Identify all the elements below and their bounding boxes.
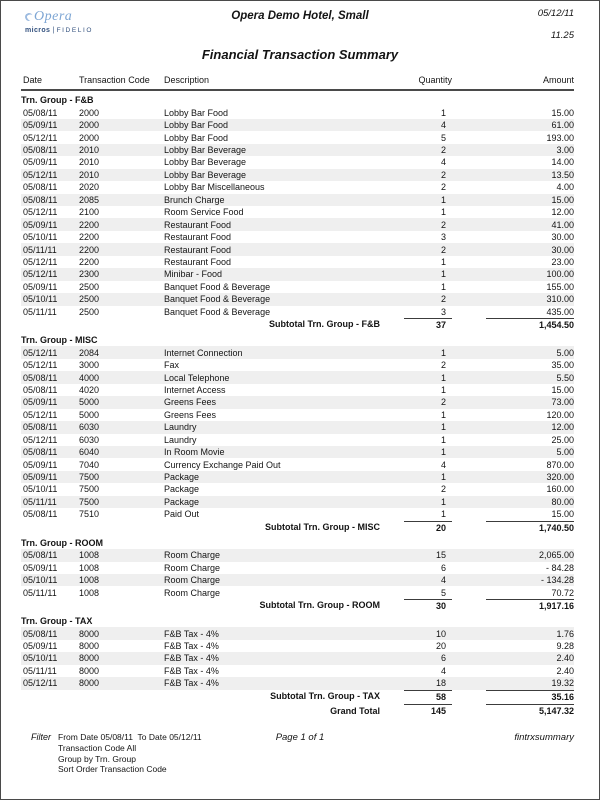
- filter-sort-order: Sort Order Transaction Code: [58, 764, 167, 775]
- fidelio-logo-text: FIDELIO: [56, 27, 94, 34]
- table-row: [21, 231, 574, 243]
- transaction-code-cell: 1008: [79, 587, 100, 598]
- report-date: 05/12/11: [537, 8, 574, 19]
- column-header-description: Description: [164, 75, 210, 85]
- quantity-cell: 2: [440, 169, 446, 180]
- quantity-cell: 6: [440, 653, 446, 664]
- opera-wordmark: [25, 10, 93, 24]
- amount-cell: 435.00: [546, 306, 574, 317]
- description-cell: Greens Fees: [164, 409, 217, 420]
- group-header: Trn. Group - TAX: [21, 616, 93, 627]
- description-cell: Banquet Food & Beverage: [164, 306, 271, 317]
- date-cell: 05/09/11: [23, 472, 58, 483]
- transaction-code-cell: 8000: [79, 678, 100, 689]
- date-cell: 05/11/11: [23, 244, 57, 255]
- date-cell: 05/08/11: [23, 509, 58, 520]
- quantity-cell: 18: [435, 678, 446, 689]
- amount-cell: 15.00: [551, 107, 574, 118]
- table-row: [21, 306, 574, 318]
- date-cell: 05/09/11: [23, 281, 58, 292]
- opera-logo: [25, 10, 93, 35]
- group-header: Trn. Group - F&B: [21, 95, 94, 106]
- table-row: [21, 508, 574, 520]
- filter-date-range: From Date 05/08/11 To Date 05/12/11: [58, 732, 202, 742]
- amount-cell: 23.00: [551, 256, 574, 267]
- subtotal-label: Subtotal Trn. Group - ROOM: [259, 600, 380, 611]
- filter-group-by: Group by Trn. Group: [58, 753, 136, 764]
- description-cell: Lobby Bar Food: [164, 120, 229, 131]
- description-cell: Lobby Bar Food: [164, 132, 229, 143]
- description-cell: Laundry: [164, 422, 197, 433]
- date-cell: 05/08/11: [23, 194, 58, 205]
- transaction-code-cell: 2200: [79, 232, 100, 243]
- transaction-code-cell: 8000: [79, 653, 100, 664]
- description-cell: Internet Access: [164, 384, 226, 395]
- table-row: [21, 156, 574, 168]
- date-cell: 05/08/11: [23, 422, 58, 433]
- description-cell: Paid Out: [164, 509, 200, 520]
- description-cell: Local Telephone: [164, 372, 230, 383]
- description-cell: Restaurant Food: [164, 232, 232, 243]
- quantity-cell: 1: [440, 509, 446, 520]
- date-cell: 05/10/11: [23, 653, 58, 664]
- transaction-code-cell: 2500: [79, 281, 100, 292]
- amount-cell: 30.00: [551, 244, 574, 255]
- transaction-code-cell: 2000: [79, 107, 100, 118]
- date-cell: 05/08/11: [23, 628, 58, 639]
- transaction-code-cell: 2100: [79, 207, 100, 218]
- transaction-code-cell: 2085: [79, 194, 100, 205]
- amount-cell: 19.32: [551, 678, 574, 689]
- column-header-amount: Amount: [542, 75, 574, 85]
- description-cell: Brunch Charge: [164, 194, 225, 205]
- amount-cell: 73.00: [551, 397, 574, 408]
- table-row: [21, 256, 574, 268]
- quantity-cell: 1: [440, 281, 446, 292]
- subtotal-quantity: 58: [404, 690, 452, 703]
- quantity-cell: 4: [440, 665, 446, 676]
- description-cell: Laundry: [164, 434, 197, 445]
- description-cell: Greens Fees: [164, 397, 217, 408]
- date-cell: 05/10/11: [23, 294, 58, 305]
- description-cell: Lobby Bar Miscellaneous: [164, 182, 265, 193]
- amount-cell: 5.00: [556, 347, 574, 358]
- amount-cell: 15.00: [551, 509, 574, 520]
- quantity-cell: 1: [440, 447, 446, 458]
- table-row: [21, 409, 574, 421]
- report-time: 11.25: [550, 30, 574, 41]
- quantity-cell: 6: [440, 562, 446, 573]
- transaction-code-cell: 2010: [79, 169, 100, 180]
- table-row: [21, 281, 574, 293]
- date-cell: 05/09/11: [23, 157, 58, 168]
- amount-cell: 80.00: [551, 496, 574, 507]
- quantity-cell: 15: [435, 550, 446, 561]
- transaction-code-cell: 2020: [79, 182, 100, 193]
- amount-cell: 5.00: [556, 447, 574, 458]
- quantity-cell: 1: [440, 107, 446, 118]
- amount-cell: 1.76: [556, 628, 574, 639]
- table-row: [21, 293, 574, 305]
- date-cell: 05/12/11: [23, 678, 58, 689]
- date-cell: 05/12/11: [23, 409, 58, 420]
- table-row: [21, 119, 574, 131]
- quantity-cell: 10: [435, 628, 446, 639]
- date-cell: 05/12/11: [23, 434, 58, 445]
- table-row: [21, 421, 574, 433]
- table-row: [21, 586, 574, 598]
- table-row: [21, 131, 574, 143]
- amount-cell: 2.40: [556, 665, 574, 676]
- report-code: fintrxsummary: [514, 732, 574, 743]
- quantity-cell: 1: [440, 256, 446, 267]
- quantity-cell: 2: [440, 145, 446, 156]
- description-cell: In Room Movie: [164, 447, 225, 458]
- amount-cell: 320.00: [546, 472, 574, 483]
- column-header-transaction-code: Transaction Code: [79, 75, 150, 85]
- quantity-cell: 2: [440, 484, 446, 495]
- amount-cell: - 134.28: [540, 575, 574, 586]
- table-row: [21, 346, 574, 358]
- date-cell: 05/08/11: [23, 550, 58, 561]
- description-cell: Room Service Food: [164, 207, 244, 218]
- date-cell: 05/10/11: [23, 484, 58, 495]
- hotel-name: Opera Demo Hotel, Small: [231, 10, 369, 22]
- table-row: [21, 471, 574, 483]
- table-row: [21, 384, 574, 396]
- description-cell: F&B Tax - 4%: [164, 640, 219, 651]
- transaction-code-cell: 2084: [79, 347, 100, 358]
- transaction-code-cell: 2200: [79, 219, 100, 230]
- table-row: [21, 218, 574, 230]
- quantity-cell: 1: [440, 434, 446, 445]
- quantity-cell: 2: [440, 360, 446, 371]
- subtotal-amount: 35.16: [486, 690, 574, 703]
- description-cell: Room Charge: [164, 587, 221, 598]
- subtotal-label: Subtotal Trn. Group - TAX: [270, 691, 380, 701]
- column-header-quantity: Quantity: [418, 75, 452, 85]
- quantity-cell: 2: [440, 219, 446, 230]
- group-header: Trn. Group - ROOM: [21, 537, 103, 548]
- page-number: Page 1 of 1: [275, 732, 325, 743]
- date-cell: 05/08/11: [23, 107, 58, 118]
- grand-total-label: Grand Total: [330, 705, 380, 716]
- date-cell: 05/09/11: [23, 219, 58, 230]
- grand-total-amount: 5,147.32: [486, 704, 574, 717]
- table-row: [21, 371, 574, 383]
- quantity-cell: 1: [440, 207, 446, 218]
- quantity-cell: 1: [440, 269, 446, 280]
- date-cell: 05/08/11: [23, 182, 58, 193]
- amount-cell: 870.00: [546, 459, 574, 470]
- table-row: [21, 574, 574, 586]
- date-cell: 05/09/11: [23, 640, 58, 651]
- table-row: [21, 206, 574, 218]
- transaction-code-cell: 7510: [79, 509, 100, 520]
- table-row: [21, 446, 574, 458]
- transaction-code-cell: 3000: [79, 360, 100, 371]
- quantity-cell: 2: [440, 182, 446, 193]
- transaction-code-cell: 1008: [79, 575, 100, 586]
- amount-cell: 25.00: [551, 434, 574, 445]
- table-row: [21, 144, 574, 156]
- table-row: [21, 268, 574, 280]
- transaction-code-cell: 6040: [79, 447, 100, 458]
- subtotal-row: [21, 318, 574, 331]
- description-cell: Package: [164, 472, 200, 483]
- quantity-cell: 2: [440, 397, 446, 408]
- amount-cell: 160.00: [546, 484, 574, 495]
- table-row: [21, 652, 574, 664]
- date-cell: 05/12/11: [23, 256, 58, 267]
- report-title: Financial Transaction Summary: [201, 47, 399, 62]
- date-cell: 05/12/11: [23, 269, 58, 280]
- amount-cell: 15.00: [551, 194, 574, 205]
- description-cell: Banquet Food & Beverage: [164, 281, 271, 292]
- amount-cell: 120.00: [546, 409, 574, 420]
- description-cell: Package: [164, 496, 200, 507]
- transaction-code-cell: 1008: [79, 562, 100, 573]
- quantity-cell: 1: [440, 194, 446, 205]
- column-header-date: Date: [23, 75, 43, 85]
- quantity-cell: 4: [440, 459, 446, 470]
- report-table: [1, 75, 599, 717]
- subtotal-row: [21, 690, 574, 703]
- quantity-cell: 1: [440, 409, 446, 420]
- description-cell: Room Charge: [164, 575, 221, 586]
- description-cell: F&B Tax - 4%: [164, 653, 219, 664]
- table-row: [21, 549, 574, 561]
- transaction-code-cell: 5000: [79, 409, 100, 420]
- quantity-cell: 3: [440, 306, 446, 317]
- amount-cell: 3.00: [556, 145, 574, 156]
- date-cell: 05/09/11: [23, 562, 58, 573]
- date-cell: 05/12/11: [23, 360, 58, 371]
- amount-cell: 4.00: [556, 182, 574, 193]
- amount-cell: 100.00: [546, 269, 574, 280]
- quantity-cell: 1: [440, 347, 446, 358]
- date-cell: 05/08/11: [23, 372, 58, 383]
- micros-fidelio-logo: [25, 27, 93, 35]
- quantity-cell: 1: [440, 372, 446, 383]
- amount-cell: 155.00: [546, 281, 574, 292]
- description-cell: Lobby Bar Beverage: [164, 169, 247, 180]
- opera-logo-text: Opera: [34, 9, 73, 24]
- table-row: [21, 243, 574, 255]
- transaction-code-cell: 7500: [79, 484, 100, 495]
- description-cell: Room Charge: [164, 550, 221, 561]
- quantity-cell: 20: [435, 640, 446, 651]
- group-header: Trn. Group - MISC: [21, 335, 98, 346]
- transaction-code-cell: 8000: [79, 665, 100, 676]
- date-cell: 05/11/11: [23, 665, 57, 676]
- quantity-cell: 2: [440, 244, 446, 255]
- amount-cell: 12.00: [551, 422, 574, 433]
- table-row: [21, 483, 574, 495]
- subtotal-quantity: 37: [404, 318, 452, 331]
- transaction-code-cell: 6030: [79, 422, 100, 433]
- date-cell: 05/08/11: [23, 447, 58, 458]
- transaction-code-cell: 8000: [79, 640, 100, 651]
- transaction-code-cell: 2300: [79, 269, 100, 280]
- table-row: [21, 640, 574, 652]
- amount-cell: 2,065.00: [538, 550, 574, 561]
- transaction-code-cell: 4020: [79, 384, 100, 395]
- amount-cell: 30.00: [551, 232, 574, 243]
- transaction-code-cell: 7500: [79, 496, 100, 507]
- table-row: [21, 665, 574, 677]
- table-row: [21, 194, 574, 206]
- filter-label: Filter: [31, 732, 51, 742]
- date-cell: 05/12/11: [23, 132, 58, 143]
- date-cell: 05/12/11: [23, 207, 58, 218]
- amount-cell: 70.72: [551, 587, 574, 598]
- date-cell: 05/11/11: [23, 587, 57, 598]
- subtotal-label: Subtotal Trn. Group - F&B: [269, 319, 380, 330]
- subtotal-amount: 1,917.16: [486, 599, 574, 612]
- description-cell: Lobby Bar Beverage: [164, 145, 247, 156]
- date-cell: 05/09/11: [23, 120, 58, 131]
- date-cell: 05/12/11: [23, 347, 58, 358]
- quantity-cell: 1: [440, 384, 446, 395]
- transaction-code-cell: 4000: [79, 372, 100, 383]
- description-cell: F&B Tax - 4%: [164, 665, 219, 676]
- description-cell: Banquet Food & Beverage: [164, 294, 271, 305]
- description-cell: F&B Tax - 4%: [164, 678, 219, 689]
- amount-cell: 41.00: [551, 219, 574, 230]
- quantity-cell: 4: [440, 157, 446, 168]
- table-row: [21, 396, 574, 408]
- amount-cell: 15.00: [551, 384, 574, 395]
- amount-cell: 310.00: [546, 294, 574, 305]
- subtotal-amount: 1,454.50: [486, 318, 574, 331]
- description-cell: Package: [164, 484, 200, 495]
- amount-cell: 14.00: [551, 157, 574, 168]
- quantity-cell: 3: [440, 232, 446, 243]
- grand-total-quantity: 145: [404, 704, 452, 717]
- date-cell: 05/09/11: [23, 397, 58, 408]
- subtotal-quantity: 20: [404, 521, 452, 534]
- quantity-cell: 5: [440, 132, 446, 143]
- table-row: [21, 434, 574, 446]
- transaction-code-cell: 7500: [79, 472, 100, 483]
- description-cell: Lobby Bar Food: [164, 107, 229, 118]
- micros-logo-text: micros: [25, 27, 51, 34]
- subtotal-row: [21, 599, 574, 612]
- quantity-cell: 5: [440, 587, 446, 598]
- date-cell: 05/08/11: [23, 384, 58, 395]
- amount-cell: 193.00: [546, 132, 574, 143]
- table-body: [21, 94, 574, 717]
- quantity-cell: 1: [440, 422, 446, 433]
- date-cell: 05/09/11: [23, 459, 58, 470]
- amount-cell: 9.28: [556, 640, 574, 651]
- transaction-code-cell: 2000: [79, 132, 100, 143]
- description-cell: Restaurant Food: [164, 219, 232, 230]
- description-cell: F&B Tax - 4%: [164, 628, 219, 639]
- transaction-code-cell: 2200: [79, 244, 100, 255]
- transaction-code-cell: 6030: [79, 434, 100, 445]
- quantity-cell: 2: [440, 294, 446, 305]
- grand-total-row: [21, 704, 574, 717]
- quantity-cell: 1: [440, 496, 446, 507]
- description-cell: Restaurant Food: [164, 244, 232, 255]
- subtotal-label: Subtotal Trn. Group - MISC: [265, 522, 380, 533]
- table-row: [21, 496, 574, 508]
- amount-cell: 13.50: [551, 169, 574, 180]
- date-cell: 05/12/11: [23, 169, 58, 180]
- amount-cell: 35.00: [551, 360, 574, 371]
- transaction-code-cell: 8000: [79, 628, 100, 639]
- filter-transaction-code: Transaction Code All: [58, 742, 137, 753]
- report-footer: [1, 732, 599, 782]
- date-cell: 05/08/11: [23, 145, 58, 156]
- transaction-code-cell: 2200: [79, 256, 100, 267]
- transaction-code-cell: 1008: [79, 550, 100, 561]
- transaction-code-cell: 2010: [79, 145, 100, 156]
- transaction-code-cell: 2000: [79, 120, 100, 131]
- subtotal-amount: 1,740.50: [486, 521, 574, 534]
- quantity-cell: 4: [440, 120, 446, 131]
- logo-separator: |: [52, 27, 55, 34]
- description-cell: Room Charge: [164, 562, 221, 573]
- transaction-code-cell: 7040: [79, 459, 100, 470]
- date-cell: 05/11/11: [23, 496, 57, 507]
- description-cell: Internet Connection: [164, 347, 243, 358]
- description-cell: Restaurant Food: [164, 256, 232, 267]
- date-cell: 05/10/11: [23, 575, 58, 586]
- amount-cell: 5.50: [556, 372, 574, 383]
- table-row: [21, 627, 574, 639]
- transaction-code-cell: 5000: [79, 397, 100, 408]
- amount-cell: 2.40: [556, 653, 574, 664]
- table-row: [21, 359, 574, 371]
- subtotal-row: [21, 521, 574, 534]
- opera-swoosh-icon: [24, 11, 35, 22]
- table-row: [21, 458, 574, 470]
- transaction-code-cell: 2500: [79, 306, 100, 317]
- amount-cell: 12.00: [551, 207, 574, 218]
- table-row: [21, 677, 574, 689]
- table-row: [21, 181, 574, 193]
- transaction-code-cell: 2500: [79, 294, 100, 305]
- amount-cell: 61.00: [551, 120, 574, 131]
- date-cell: 05/10/11: [23, 232, 58, 243]
- table-row: [21, 562, 574, 574]
- description-cell: Fax: [164, 360, 180, 371]
- description-cell: Minibar - Food: [164, 269, 223, 280]
- description-cell: Currency Exchange Paid Out: [164, 459, 281, 470]
- table-row: [21, 107, 574, 119]
- table-row: [21, 169, 574, 181]
- table-header-row: [21, 75, 574, 91]
- description-cell: Lobby Bar Beverage: [164, 157, 247, 168]
- quantity-cell: 4: [440, 575, 446, 586]
- date-cell: 05/11/11: [23, 306, 57, 317]
- amount-cell: - 84.28: [545, 562, 574, 573]
- quantity-cell: 1: [440, 472, 446, 483]
- transaction-code-cell: 2010: [79, 157, 100, 168]
- subtotal-quantity: 30: [404, 599, 452, 612]
